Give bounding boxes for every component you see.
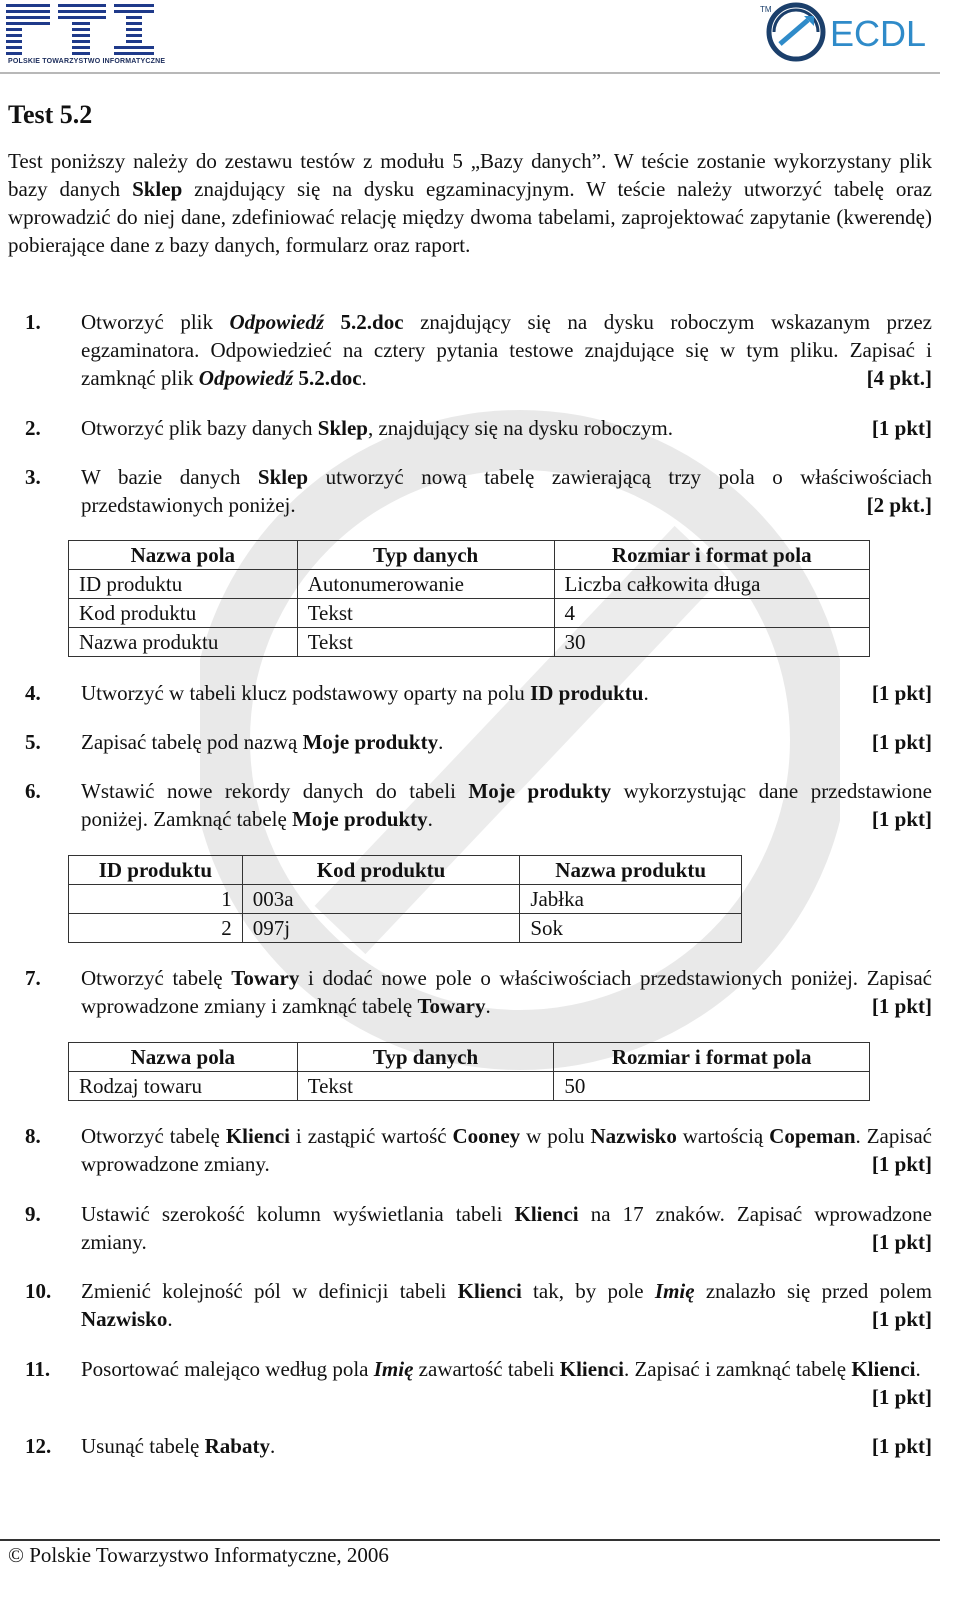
text-run: . xyxy=(915,1357,921,1381)
table-row xyxy=(69,885,742,914)
text-run: i zastąpić wartość xyxy=(289,1124,453,1148)
text-run: . xyxy=(427,807,433,831)
text-run: Towary xyxy=(417,994,486,1018)
table-cell: Sok xyxy=(520,914,742,943)
table-cell: Tekst xyxy=(297,628,554,657)
task-number: 5. xyxy=(25,730,41,754)
task-number: 3. xyxy=(25,465,41,489)
task-number: 6. xyxy=(25,779,41,803)
text-run: . xyxy=(643,681,649,705)
text-run: zawartość tabeli xyxy=(413,1357,560,1381)
text-run: Odpowiedź xyxy=(229,310,325,334)
text-run: Otworzyć tabelę xyxy=(81,966,232,990)
text-run: znajdujący się na dysku egzaminacyjnym. W teście należy utworzyć tabelę oraz wprowadzić do niej dane, zdefiniować relację między dwoma tabelami, zaprojektować zapytanie (kwerendę) pobierające dane z bazy danych, formularz oraz raport. xyxy=(8,177,932,257)
text-run xyxy=(199,366,294,390)
text-run: Cooney xyxy=(452,1124,521,1148)
text-run: . xyxy=(167,1307,173,1331)
text-run: Klienci xyxy=(225,1124,290,1148)
text-run: . Zapisać wprowadzone zmiany. xyxy=(81,1124,932,1176)
task-number: 2. xyxy=(25,416,41,440)
table-header-row xyxy=(69,1043,870,1072)
text-run: Moje produkty xyxy=(292,807,428,831)
text-run: Odpowiedź xyxy=(198,366,294,390)
task-points: [1 pkt] xyxy=(871,416,932,440)
text-run: Ustawić szerokość kolumn wyświetlania tabeli xyxy=(81,1202,515,1226)
text-run: Wstawić nowe rekordy danych do tabeli xyxy=(81,779,469,803)
table-cell: Autonumerowanie xyxy=(297,570,554,599)
table-cell: Rodzaj towaru xyxy=(69,1072,298,1101)
task-number: 11. xyxy=(25,1357,51,1381)
page-title: Test 5.2 xyxy=(8,100,93,129)
header-divider xyxy=(0,72,940,74)
table-cell: Tekst xyxy=(297,599,554,628)
task-points: [2 pkt.] xyxy=(866,493,932,517)
table-header-cell: ID produktu xyxy=(69,856,243,885)
text-run: na 17 znaków. Zapisać wprowadzone zmiany. xyxy=(81,1202,932,1254)
task-points: [1 pkt] xyxy=(871,1230,932,1254)
task-text xyxy=(81,1122,932,1178)
table-row xyxy=(69,599,870,628)
task-text xyxy=(81,777,932,833)
table-header-cell: Typ danych xyxy=(297,1043,554,1072)
text-run: Zapisać tabelę pod nazwą xyxy=(81,730,303,754)
ecdl-logo xyxy=(760,0,940,64)
text-run xyxy=(655,1279,695,1303)
task-number: 9. xyxy=(25,1202,41,1226)
task-points: [1 pkt] xyxy=(871,1434,932,1458)
text-run: Imię xyxy=(373,1357,414,1381)
text-run: 5.2.doc xyxy=(293,366,362,390)
pti-caption: POLSKIE TOWARZYSTWO INFORMATYCZNE xyxy=(8,58,166,65)
copyright-text: © Polskie Towarzystwo Informatyczne, 2006 xyxy=(8,1543,389,1567)
table-cell: 4 xyxy=(554,599,870,628)
task-points: [1 pkt] xyxy=(871,730,932,754)
table-header-cell: Rozmiar i format pola xyxy=(554,1043,870,1072)
table-header-cell: Nazwa pola xyxy=(69,1043,298,1072)
task-points: [1 pkt] xyxy=(871,1385,932,1409)
table-cell: 30 xyxy=(554,628,870,657)
text-run: wartością xyxy=(676,1124,770,1148)
pti-logo xyxy=(6,2,156,66)
task-points: [1 pkt] xyxy=(871,994,932,1018)
text-run: znajdujący się na dysku roboczym wskazanym przez egzaminatora. Odpowiedzieć na cztery pytania testowe znajdujące się w tym pliku. Zapisać i zamknąć plik xyxy=(81,310,932,390)
task-text xyxy=(81,679,932,707)
text-run: Imię xyxy=(654,1279,695,1303)
text-run: tak, by pole xyxy=(521,1279,655,1303)
table-row xyxy=(69,570,870,599)
text-run: Sklep xyxy=(132,177,183,201)
text-run: Moje produkty xyxy=(468,779,612,803)
ecdl-wordmark: ECDL xyxy=(830,13,927,54)
table-cell: Jabłka xyxy=(520,885,742,914)
task-number: 7. xyxy=(25,966,41,990)
text-run xyxy=(230,310,325,334)
table-row xyxy=(69,628,870,657)
text-run: . xyxy=(438,730,444,754)
task-text xyxy=(81,1277,932,1333)
text-run: . xyxy=(269,1434,276,1458)
text-run: . xyxy=(361,366,367,390)
footer-divider xyxy=(0,1539,940,1541)
task-text xyxy=(81,463,932,519)
task-number: 8. xyxy=(25,1124,41,1148)
page-header xyxy=(0,0,960,74)
table-cell: 097j xyxy=(242,914,520,943)
task-text xyxy=(81,728,932,756)
task-points: [1 pkt] xyxy=(871,807,932,831)
text-run: Usunąć tabelę xyxy=(81,1434,205,1458)
text-run: 5.2.doc xyxy=(324,310,404,334)
text-run: Towary xyxy=(231,966,300,990)
task-text xyxy=(81,1355,932,1411)
text-run: Nazwisko xyxy=(81,1307,168,1331)
task-points: [1 pkt] xyxy=(871,1152,932,1176)
table-cell: Tekst xyxy=(297,1072,554,1101)
table-cell: Nazwa produktu xyxy=(69,628,298,657)
text-run: Otworzyć plik xyxy=(81,310,230,334)
task-text xyxy=(81,1200,932,1256)
text-run: w polu xyxy=(520,1124,591,1148)
task-points: [4 pkt.] xyxy=(866,366,932,390)
table-cell: 50 xyxy=(554,1072,870,1101)
text-run: Klienci xyxy=(514,1202,579,1226)
towary-table xyxy=(68,1042,870,1101)
table-cell: 2 xyxy=(69,914,243,943)
text-run: Copeman xyxy=(769,1124,856,1148)
text-run xyxy=(374,1357,414,1381)
table-header-row xyxy=(69,541,870,570)
text-run: Utworzyć w tabeli klucz podstawowy oparty na polu xyxy=(81,681,531,705)
text-run: . Zapisać i zamknąć tabelę xyxy=(623,1357,852,1381)
text-run: Zmienić kolejność pól w definicji tabeli xyxy=(81,1279,458,1303)
text-run: Sklep xyxy=(317,416,368,440)
records-table xyxy=(68,855,742,943)
table-cell: 003a xyxy=(242,885,520,914)
task-points: [1 pkt] xyxy=(871,1307,932,1331)
table-header-cell: Kod produktu xyxy=(242,856,520,885)
table-cell: 1 xyxy=(69,885,243,914)
table-cell: ID produktu xyxy=(69,570,298,599)
fields-table xyxy=(68,540,870,657)
text-run: Sklep xyxy=(257,465,309,489)
table-header-cell: Typ danych xyxy=(297,541,554,570)
task-text xyxy=(81,1432,932,1460)
task-1 xyxy=(0,308,940,392)
table-row xyxy=(69,1072,870,1101)
text-run: , znajdujący się na dysku roboczym. xyxy=(367,416,673,440)
table-cell: Liczba całkowita długa xyxy=(554,570,870,599)
text-run: Rabaty xyxy=(204,1434,270,1458)
text-run: Moje produkty xyxy=(302,730,439,754)
text-run: i dodać nowe pole o właściwościach przedstawionych poniżej. Zapisać wprowadzone zmiany i zamknąć tabelę xyxy=(81,966,933,1018)
text-run: utworzyć nową tabelę zawierającą trzy pola o właściwościach przedstawionych poniżej. xyxy=(81,465,932,517)
task-number: 12. xyxy=(25,1434,52,1458)
table-cell: Kod produktu xyxy=(69,599,298,628)
table-header-cell: Nazwa pola xyxy=(69,541,298,570)
intro-paragraph xyxy=(8,147,932,259)
text-run: Klienci xyxy=(457,1279,522,1303)
table-header-cell: Rozmiar i format pola xyxy=(554,541,870,570)
text-run: Klienci xyxy=(559,1357,624,1381)
text-run: Nazwisko xyxy=(590,1124,677,1148)
text-run: Otworzyć tabelę xyxy=(81,1124,226,1148)
text-run: . xyxy=(485,994,491,1018)
table-header-row xyxy=(69,856,742,885)
text-run: Posortować malejąco według pola xyxy=(81,1357,374,1381)
task-text xyxy=(81,308,932,392)
text-run: Otworzyć plik bazy danych xyxy=(81,416,318,440)
text-run: Klienci xyxy=(851,1357,916,1381)
task-text xyxy=(81,964,932,1020)
task-points: [1 pkt] xyxy=(871,681,932,705)
table-row xyxy=(69,914,742,943)
task-number: 1. xyxy=(25,310,41,334)
ecdl-tm: TM xyxy=(760,5,772,14)
text-run: znalazło się przed polem xyxy=(694,1279,932,1303)
text-run: ID produktu xyxy=(530,681,644,705)
text-run: Test poniższy należy do zestawu testów z modułu 5 „Bazy danych”. W teście zostanie wykorzystany plik bazy danych xyxy=(8,149,932,201)
task-text xyxy=(81,414,932,442)
text-run: W bazie danych xyxy=(81,465,258,489)
text-run: wykorzystując dane przedstawione poniżej. Zamknąć tabelę xyxy=(81,779,932,831)
task-number: 4. xyxy=(25,681,41,705)
table-header-cell: Nazwa produktu xyxy=(520,856,742,885)
task-number: 10. xyxy=(25,1279,52,1303)
